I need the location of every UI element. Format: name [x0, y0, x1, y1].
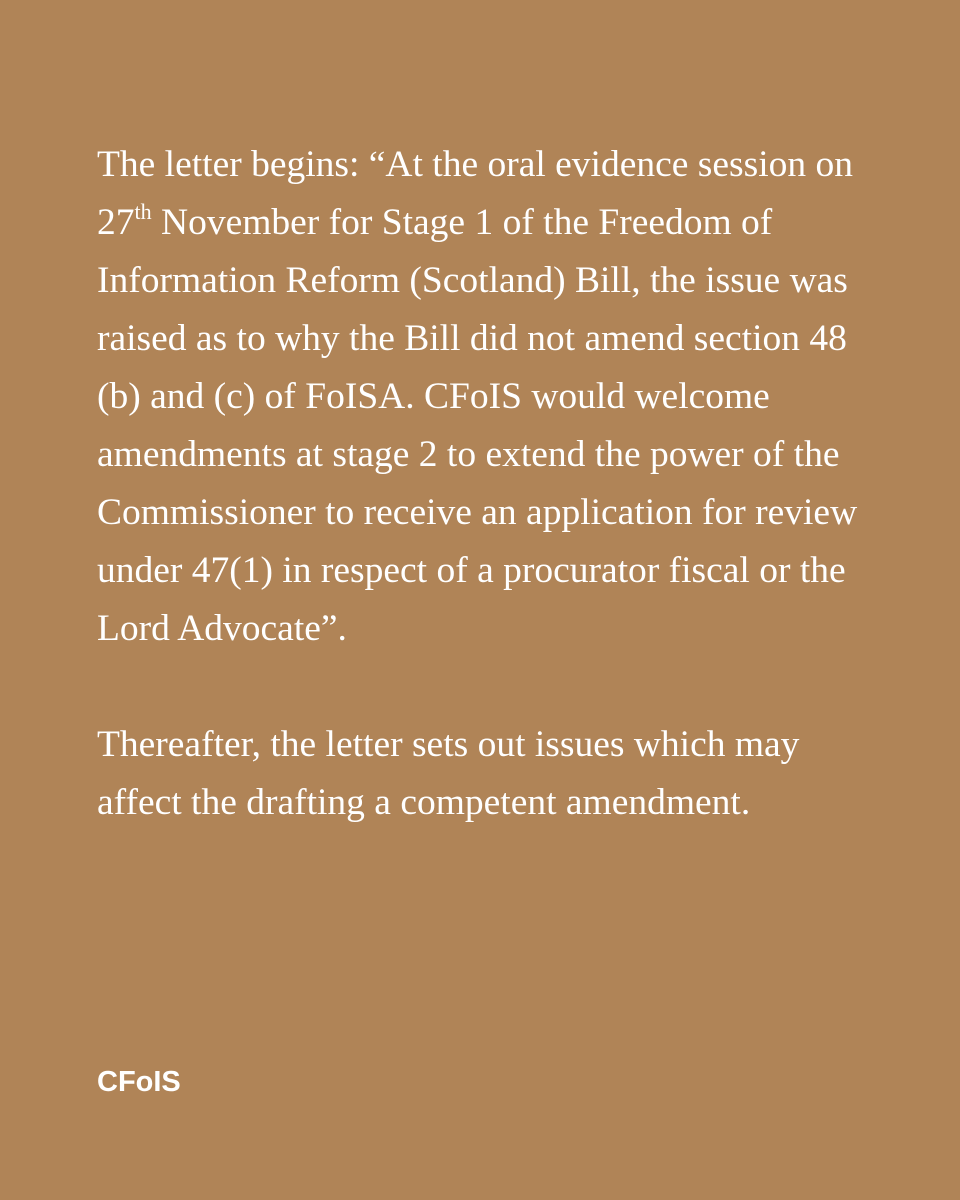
paragraph-1-rest: November for Stage 1 of the Freedom of Information Reform (Scotland) Bill, the issue was raised as to why the Bill did not amend section 48 (b) and (c) of FoISA. CFoIS would welcome amendments at stage 2 to extend the power of the Commissioner to receive an application for review under 47(1) in respect of a procurator fiscal or the Lord Advocate”. [97, 202, 858, 649]
ordinal-superscript: th [134, 198, 152, 224]
paragraph-thereafter: Thereafter, the letter sets out issues which may affect the drafting a competent amendment. [97, 724, 800, 823]
paragraph-letter-quote [97, 136, 887, 658]
paragraph-1-start: The letter begins: “At the oral evidence session on 27 [97, 144, 854, 243]
body-text [97, 136, 887, 832]
signature-label: CFoIS [97, 1066, 181, 1098]
